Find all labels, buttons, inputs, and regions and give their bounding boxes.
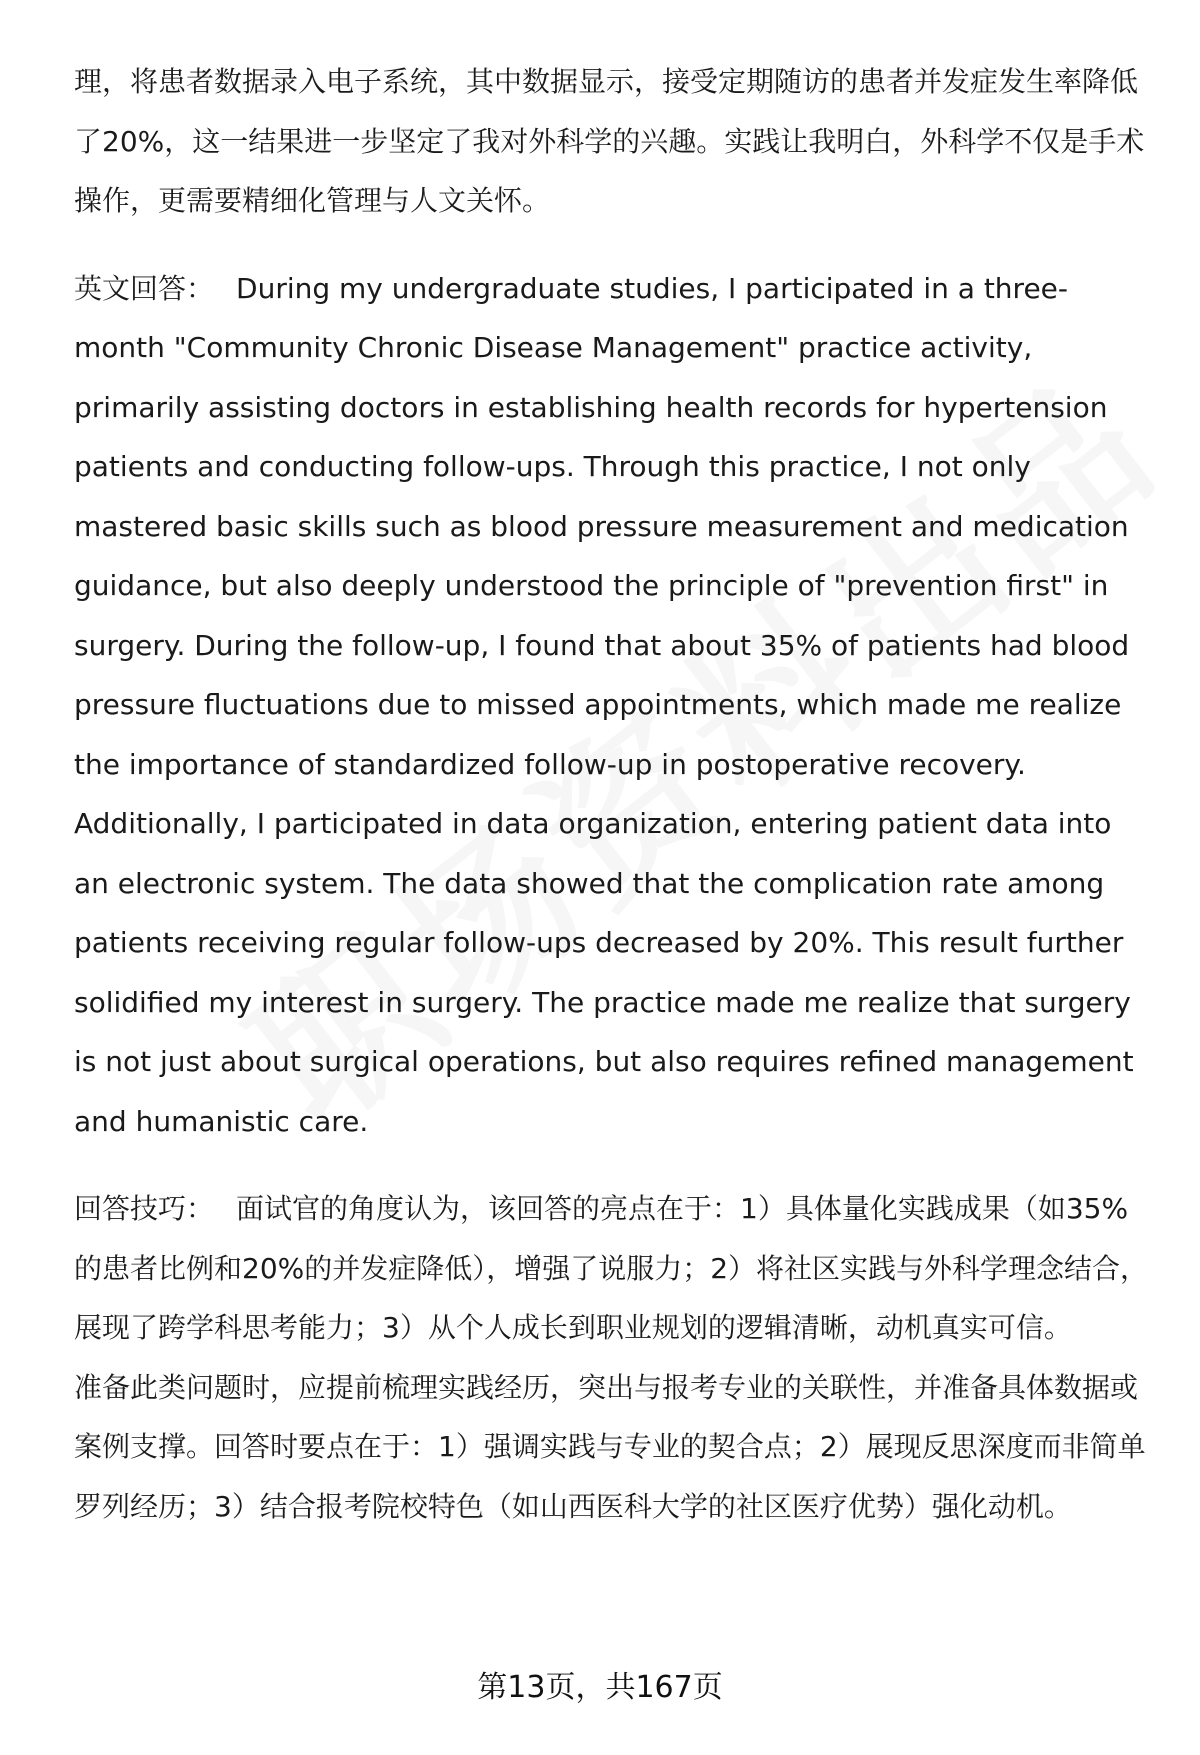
english-answer-paragraph [74, 259, 1154, 1152]
top-paragraph: 理，将患者数据录入电子系统，其中数据显示，接受定期随访的患者并发症发生率降低了20%，这一结果进一步坚定了我对外科学的兴趣。实践让我明白，外科学不仅是手术操作，更需要精细化管理与人文关怀。 [74, 65, 1145, 217]
answer-tips-label: 回答技巧： [74, 1192, 215, 1225]
document-body [74, 52, 1154, 1536]
english-answer-text: During my undergraduate studies, I participated in a three-month "Community Chronic Disease Management" practice activity, primarily assisting doctors in establishing health records for hypertension patients and conducting follow-ups. Through this practice, I not only mastered basic skills such as blood pressure measurement and medication guidance, but also deeply understood the principle of "prevention first" in surgery. During the follow-up, I found that about 35% of patients had blood pressure fluctuations due to missed appointments, which made me realize the importance of standardized follow-up in postoperative recovery. Additionally, I participated in data organization, entering patient data into an electronic system. The data showed that the complication rate among patients receiving regular follow-ups decreased by 20%. This result further solidified my interest in surgery. The practice made me realize that surgery is not just about surgical operations, but also requires refined management and humanistic care. [74, 271, 1134, 1138]
answer-tips-paragraph [74, 1179, 1154, 1358]
page-number-footer: 第13页，共167页 [477, 1670, 723, 1705]
preparation-paragraph: 准备此类问题时，应提前梳理实践经历，突出与报考专业的关联性，并准备具体数据或案例支撑。回答时要点在于：1）强调实践与专业的契合点；2）展现反思深度而非简单罗列经历；3）结合报考院校特色（如山西医科大学的社区医疗优势）强化动机。 [74, 1370, 1146, 1523]
answer-tips-text: 面试官的角度认为，该回答的亮点在于：1）具体量化实践成果（如35%的患者比例和20%的并发症降低），增强了说服力；2）将社区实践与外科学理念结合，展现了跨学科思考能力；3）从个人成长到职业规划的逻辑清晰，动机真实可信。 [74, 1192, 1149, 1344]
english-answer-label: 英文回答： [74, 271, 215, 305]
